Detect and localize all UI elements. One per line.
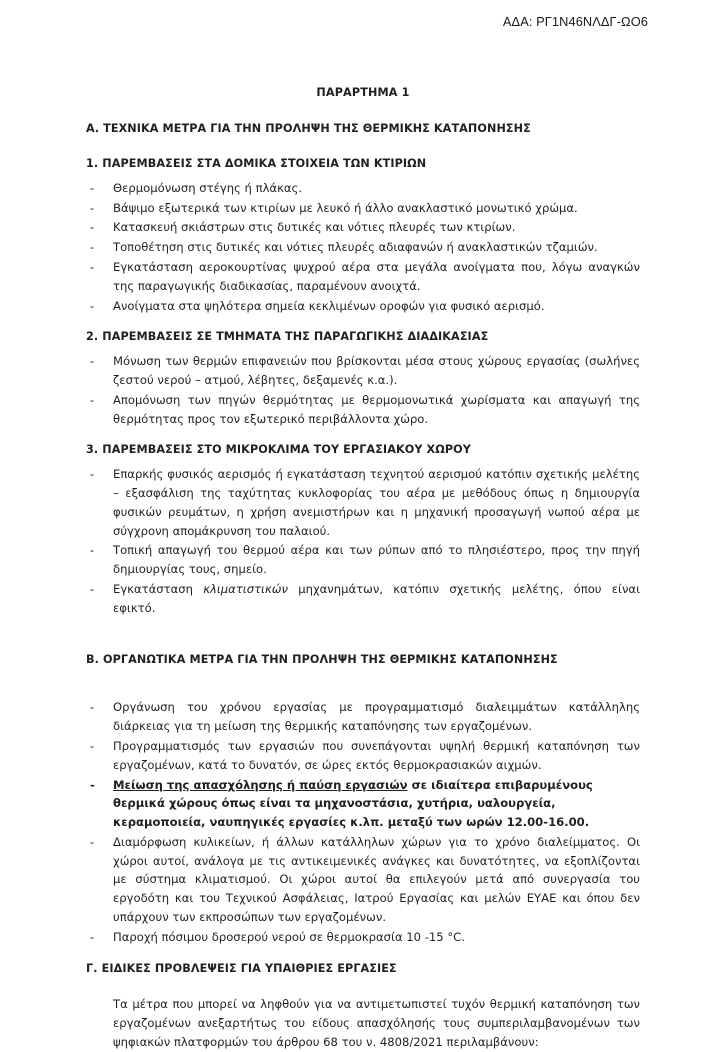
list-item: - Παροχή πόσιμου δροσερού νερού σε θερμοκρασία 10 -15 °C.: [86, 928, 640, 947]
subsection-2-heading: 2. ΠΑΡΕΜΒΑΣΕΙΣ ΣΕ ΤΜΗΜΑΤΑ ΤΗΣ ΠΑΡΑΓΩΓΙΚΗΣ ΔΙΑΔΙΚΑΣΙΑΣ: [86, 330, 489, 344]
list-item: - Ανοίγματα στα ψηλότερα σημεία κεκλιμένων οροφών για φυσικό αερισμό.: [86, 297, 640, 316]
spacer: [86, 172, 640, 179]
list-item: - Προγραμματισμός των εργασιών που συνεπάγονται υψηλή θερμική καταπόνηση των εργαζομένων, κατά το δυνατόν, σε ώρες εκτός θερμοκρασιακών αιχμών.: [86, 737, 640, 775]
list-item: [86, 580, 640, 618]
list-item: - Βάψιμο εξωτερικά των κτιρίων με λευκό ή άλλο ανακλαστικό μονωτικό χρώμα.: [86, 199, 640, 218]
spacer: [86, 345, 640, 352]
list-item-bold-text: σε ιδιαίτερα επιβαρυμένους θερμικά χώρους όπως είναι τα μηχανοστάσια, χυτήρια, υαλουργεία, κεραμοποιεία, ναυπηγικές εργασίες κ.λπ. μεταξύ των ωρών 12.00-16.00.: [113, 777, 593, 830]
spacer: [86, 429, 640, 442]
ada-stamp-header: ΑΔΑ: ΡΓ1Ν46ΝΛΔΓ-ΩΟ6: [502, 14, 648, 29]
spacer: [86, 316, 640, 329]
section-a-heading: Α. ΤΕΧΝΙΚΑ ΜΕΤΡΑ ΓΙΑ ΤΗΝ ΠΡΟΛΗΨΗ ΤΗΣ ΘΕΡΜΙΚΗΣ ΚΑΤΑΠΟΝΗΣΗΣ: [86, 122, 531, 135]
spacer: [86, 668, 640, 698]
list-item: - Διαμόρφωση κυλικείων, ή άλλων κατάλληλων χώρων για το χρόνο διαλείμματος. Οι χώροι αυτοί, ανάλογα με τις αντικειμενικές ανάγκες και δυνατότητες, να εξοπλίζονται με σύστημα κλιματισμού. Οι χώροι αυτοί θα επιλεγούν μετά από συνεργασία του εργοδότη και του Τεχνικού Ασφάλειας, Ιατρού Εργασίας και μελών ΕΥΑΕ και όπου δεν υπάρχουν των εκπροσώπων των εργαζομένων.: [86, 833, 640, 927]
list-item: - Εγκατάσταση αεροκουρτίνας ψυχρού αέρα στα μεγάλα ανοίγματα που, λόγω αναγκών της παραγωγικής διαδικασίας, παραμένουν ανοιχτά.: [86, 258, 640, 296]
spacer: [86, 458, 640, 465]
list-item: - Οργάνωση του χρόνου εργασίας με προγραμματισμό διαλειμμάτων κατάλληλης διάρκειας για τη μείωση της θερμικής καταπόνησης των εργαζομένων.: [86, 698, 640, 736]
list-item: - Τοπική απαγωγή του θερμού αέρα και των ρύπων από το πλησιέστερο, προς την πηγή δημιουργίας τους, σημείο.: [86, 541, 640, 579]
list-item-text-before: Εγκατάσταση: [113, 581, 204, 596]
subsection-1-list: [86, 179, 640, 315]
list-item-emphasis: [86, 776, 640, 832]
spacer: [86, 976, 640, 995]
subsection-1-heading: 1. ΠΑΡΕΜΒΑΣΕΙΣ ΣΤΑ ΔΟΜΙΚΑ ΣΤΟΙΧΕΙΑ ΤΩΝ ΚΤΙΡΙΩΝ: [86, 156, 427, 170]
list-item: - Μόνωση των θερμών επιφανειών που βρίσκονται μέσα στους χώρους εργασίας (σωλήνες ζεστού νερού – ατμού, λέβητες, δεξαμενές κ.α.).: [86, 352, 640, 390]
section-b-heading: Β. ΟΡΓΑΝΩΤΙΚΑ ΜΕΤΡΑ ΓΙΑ ΤΗΝ ΠΡΟΛΗΨΗ ΤΗΣ ΘΕΡΜΙΚΗΣ ΚΑΤΑΠΟΝΗΣΗΣ: [86, 653, 558, 667]
list-item-text-italic: κλιματιστικών: [203, 581, 288, 596]
list-item: - Επαρκής φυσικός αερισμός ή εγκατάσταση τεχνητού αερισμού κατόπιν σχετικής μελέτης – εξασφάλιση της ταχύτητας κυκλοφορίας του αέρα με μεθόδους όπως η δημιουργία φυσικών ρευμάτων, η χρήση ανεμιστήρων και η μηχανική προσαγωγή νωπού αέρα με σύγχρονη απομάκρυνση του παλαιού.: [86, 465, 640, 540]
spacer: [86, 618, 640, 652]
section-c-paragraph: Τα μέτρα που μπορεί να ληφθούν για να αντιμετωπιστεί τυχόν θερμική καταπόνηση των εργαζομένων ανεξαρτήτως του είδους απασχόλησής τους συμπεριλαμβανομένων των ψηφιακών πλατφορμών του άρθρου 68 του ν. 4808/2021 περιλαμβάνουν:: [113, 997, 640, 1049]
list-item: - Θερμομόνωση στέγης ή πλάκας.: [86, 179, 640, 198]
section-b-list: [86, 698, 640, 946]
page-title: ΠΑΡΑΡΤΗΜΑ 1: [316, 86, 410, 99]
document-body: [86, 86, 640, 1052]
spacer: [86, 948, 640, 961]
list-item-underlined-text: Μείωση της απασχόλησης ή παύση εργασιών: [113, 777, 408, 792]
spacer: [86, 137, 640, 156]
list-item-text-after: μηχανημάτων, κατόπιν σχετικής μελέτης, όπου είναι εφικτό.: [113, 581, 640, 615]
subsection-2-list: [86, 352, 640, 428]
list-item: - Τοποθέτηση στις δυτικές και νότιες πλευρές αδιαφανών ή ανακλαστικών τζαμιών.: [86, 238, 640, 257]
list-item: - Απομόνωση των πηγών θερμότητας με θερμομονωτικά χωρίσματα και απαγωγή της θερμότητας προς τον εξωτερικό περιβάλλοντα χώρο.: [86, 391, 640, 429]
subsection-3-heading: 3. ΠΑΡΕΜΒΑΣΕΙΣ ΣΤΟ ΜΙΚΡΟΚΛΙΜΑ ΤΟΥ ΕΡΓΑΣΙΑΚΟΥ ΧΩΡΟΥ: [86, 443, 471, 457]
list-item: - Κατασκευή σκιάστρων στις δυτικές και νότιες πλευρές των κτιρίων.: [86, 218, 640, 237]
section-c-heading: Γ. ΕΙΔΙΚΕΣ ΠΡΟΒΛΕΨΕΙΣ ΓΙΑ ΥΠΑΙΘΡΙΕΣ ΕΡΓΑΣΙΕΣ: [86, 961, 397, 975]
subsection-3-list: [86, 465, 640, 617]
